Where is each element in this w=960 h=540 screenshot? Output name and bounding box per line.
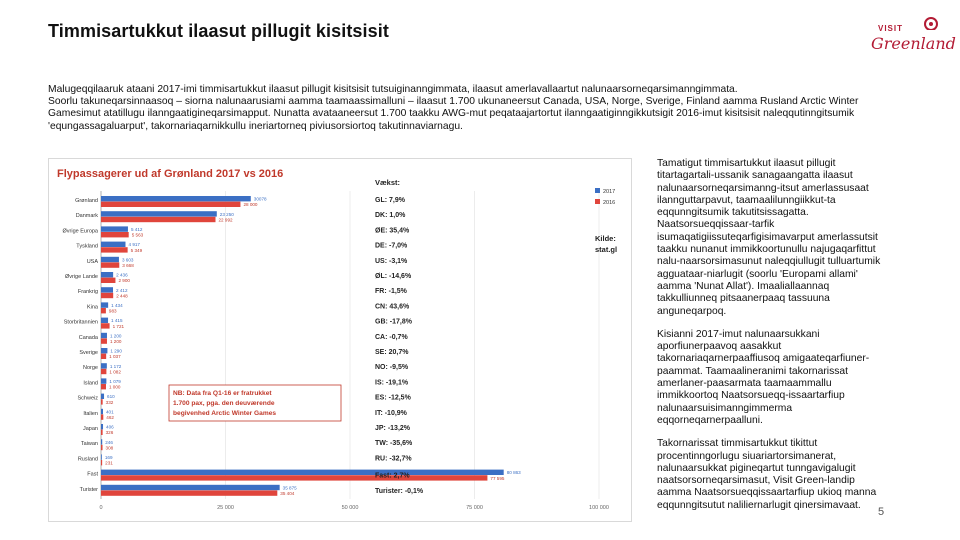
x-tick-label: 25 000 bbox=[217, 505, 234, 511]
growth-label: DK: 1,0% bbox=[375, 212, 406, 220]
value-label-2016: 35 404 bbox=[280, 491, 295, 496]
bar-2016 bbox=[101, 262, 119, 267]
growth-label: JP: -13,2% bbox=[375, 425, 411, 432]
value-label-2017: 1 079 bbox=[109, 379, 121, 384]
growth-label: RU: -32,7% bbox=[375, 455, 412, 463]
growth-label: Fast: 2,7% bbox=[375, 472, 410, 480]
category-label: Tyskland bbox=[76, 243, 98, 250]
bar-2016 bbox=[101, 384, 106, 389]
value-label-2016: 5 563 bbox=[131, 232, 144, 238]
category-label: Øvrige Europa bbox=[62, 228, 98, 235]
category-label: Sverige bbox=[79, 350, 98, 356]
value-label-2016: 5 349 bbox=[130, 247, 143, 253]
value-label-2017: 2 412 bbox=[116, 287, 128, 293]
value-label-2017: 5 412 bbox=[130, 227, 143, 232]
bar-2017 bbox=[101, 454, 102, 459]
growth-label: ØE: 35,4% bbox=[375, 227, 410, 235]
legend-swatch-2016 bbox=[595, 199, 600, 204]
bar-2017 bbox=[101, 318, 108, 323]
growth-label: US: -3,1% bbox=[375, 257, 408, 265]
chart-image bbox=[48, 158, 632, 522]
category-label: Grønland bbox=[75, 198, 98, 204]
growth-label: IT: -10,9% bbox=[375, 409, 407, 417]
growth-label: Turister: -0,1% bbox=[375, 487, 424, 495]
growth-label: ØL: -14,6% bbox=[375, 273, 412, 280]
bar-2016 bbox=[101, 232, 129, 237]
bar-2016 bbox=[101, 399, 103, 404]
bar-2017 bbox=[101, 272, 113, 277]
category-label: USA bbox=[86, 258, 98, 265]
value-label-2017: 3 603 bbox=[121, 257, 134, 263]
bar-2016 bbox=[101, 308, 106, 313]
note-line-2: 1.700 pax, pga. den deuværende bbox=[173, 400, 275, 407]
value-label-2017: 35 875 bbox=[282, 485, 297, 491]
value-label-2016: 1 200 bbox=[109, 339, 122, 344]
bar-2016 bbox=[101, 354, 106, 359]
category-label: Øvrige Lande bbox=[64, 274, 98, 280]
value-label-2017: 610 bbox=[107, 394, 115, 400]
logo-greenland-text: Greenland bbox=[871, 34, 956, 53]
note-line-1: NB: Data fra Q1-16 er fratrukket bbox=[173, 390, 272, 397]
value-label-2017: 406 bbox=[106, 424, 114, 430]
value-label-2016: 22 992 bbox=[218, 217, 233, 223]
right-column-text bbox=[657, 158, 889, 523]
bar-2017 bbox=[101, 424, 103, 429]
bar-2017 bbox=[101, 287, 113, 292]
intro-paragraph-2: Soorlu takuneqarsinnaasoq – siorna nalunaarusiami aamma taamaassimalluni – ilaasut 1.700 ukunaneersut Canada, USA, Norge, Sverige, Finland aamma Rusland Arctic Winter Gamesimut atatillugu ilanngaatigineqarsimapput. Nunatta avataaneersut 1.700 taakku AWG-mut peqataajartortut ilanngaatiginngikkutsigit 2016-imut kisitsisit naleqqutinngitsumik 'equngassagaluarput', takornariaqarnikkullu ineriartorneq piviusorsiortoq takutinnaviarnagu. bbox=[48, 96, 859, 132]
value-label-2017: 401 bbox=[105, 409, 114, 415]
bar-2017 bbox=[101, 363, 107, 368]
bar-2016 bbox=[101, 323, 110, 328]
value-label-2016: 1 037 bbox=[109, 354, 121, 360]
bar-2016 bbox=[101, 460, 102, 465]
bar-2017 bbox=[101, 348, 107, 353]
bar-2017 bbox=[101, 302, 108, 307]
value-label-2016: 462 bbox=[106, 415, 114, 420]
growth-label: TW: -35,6% bbox=[375, 440, 413, 448]
value-label-2017: 1 290 bbox=[110, 348, 122, 354]
right-paragraph-2: Kisianni 2017-imut nalunaarsukkani aporfiunerpaavoq aasakkut takornariaqarnerpaaffiusoq amigaateqarfiuner-paammat. Taamaalineranimi takornarissat amerlaner-paasarmata taamaammallu immikkoortoq Naatsorsueqq-issaartarfiup nalunaarsuisimanngimmerma eqqorneqarnerpaalluni. bbox=[657, 328, 870, 426]
growth-header: Vækst: bbox=[375, 178, 401, 187]
value-label-2016: 2 448 bbox=[116, 293, 128, 299]
bar-2016 bbox=[101, 278, 115, 283]
bar-2016 bbox=[101, 472, 487, 480]
growth-label: CN: 43,6% bbox=[375, 303, 410, 311]
bar-2016 bbox=[101, 369, 106, 374]
category-label: Rusland bbox=[77, 456, 98, 463]
bar-2017 bbox=[101, 242, 125, 247]
value-label-2017: 1 415 bbox=[111, 318, 123, 324]
growth-label: ES: -12,5% bbox=[375, 394, 411, 402]
bar-2017 bbox=[101, 333, 107, 338]
x-tick-label: 100 000 bbox=[589, 505, 609, 511]
growth-label: NO: -9,5% bbox=[375, 364, 409, 372]
value-label-2016: 983 bbox=[108, 308, 117, 314]
value-label-2016: 1 000 bbox=[108, 384, 121, 390]
x-tick-label: 0 bbox=[99, 505, 103, 511]
bar-2016 bbox=[101, 414, 103, 419]
value-label-2016: 3 668 bbox=[122, 263, 134, 268]
category-label: Canada bbox=[78, 334, 98, 341]
bar-2016 bbox=[101, 247, 128, 252]
value-label-2017: 1 172 bbox=[109, 363, 122, 369]
bar-2016 bbox=[101, 338, 107, 343]
value-label-2017: 1 434 bbox=[111, 303, 123, 308]
logo-mark-icon bbox=[920, 16, 942, 30]
growth-label: CA: -0,7% bbox=[375, 333, 408, 341]
category-label: Japan bbox=[83, 426, 98, 432]
x-tick-label: 75 000 bbox=[466, 505, 483, 511]
legend-label-2016: 2016 bbox=[603, 200, 616, 206]
value-label-2016: 28 000 bbox=[243, 202, 258, 208]
chart-title: Flypassagerer ud af Grønland 2017 vs 2016 bbox=[57, 168, 284, 180]
bar-2016 bbox=[101, 202, 240, 207]
bar-2017 bbox=[101, 470, 504, 475]
source-label-line-2: stat.gl bbox=[595, 245, 618, 254]
category-label: Turister bbox=[79, 486, 98, 493]
value-label-2016: 231 bbox=[105, 460, 113, 466]
category-label: Fast bbox=[87, 471, 98, 478]
bar-2017 bbox=[101, 196, 251, 201]
note-line-3: begivenhed Arctic Winter Games bbox=[173, 410, 277, 417]
right-paragraph-1: Tamatigut timmisartukkut ilaasut pillugit titartagartali-ussanik sanagaangatta ilaasut nalunaarsorneqarsimanng-itsut amerlassusaat ilannguttarpavut, taamaalilunngiikkut-ta eqqunngitsumik takutitsissagatta. Naatsorsueqqissaar-tarfik isumaqatigiissuteqarfigisimavarput amerlassutsit taakku nunanut immikkoortunullu najugaqarfittut nalu-naarsorsimasunut naleqqiullugit tulluartumik agguataar-niarlugit (soorlu 'Europami allami' aamma 'Nunat Allat'). Imaaliallaannaq takkulliunneq pitsaanerpaaq tassuuna anguneqarpoq. bbox=[657, 158, 881, 317]
legend-swatch-2017 bbox=[595, 188, 600, 193]
bar-2016 bbox=[101, 490, 277, 495]
value-label-2017: 4 917 bbox=[128, 242, 140, 248]
value-label-2017: 30078 bbox=[253, 196, 267, 202]
category-label: Schweiz bbox=[77, 395, 98, 402]
value-label-2016: 308 bbox=[105, 445, 114, 451]
intro-paragraph-1: Malugeqqilaaruk ataani 2017-imi timmisartukkut ilaasut pillugit kisitsisit tutsuiginanngimmata, ilaasut amerlavallaartut nalunaarsorneqarsimanngimmata. bbox=[48, 84, 738, 95]
bar-2016 bbox=[101, 217, 216, 222]
slide-title: Timmisartukkut ilaasut pillugit kisitsisit bbox=[48, 21, 389, 41]
right-paragraph-3: Takornarissat timmisartukkut tikittut procentinngorlugu siuariartorsimanerat, nalunaarsukkat pigineqartut tunngavigalugit naatsorsorneqarsimasut, Visit Green-landip aamma Naatsorsueqqissaartarfiup ukioq manna eqqunngitsutut naliliernarlugit qinersimavaat. bbox=[657, 438, 877, 511]
category-label: Danmark bbox=[75, 213, 98, 220]
logo-visit-text: VISIT bbox=[878, 24, 904, 33]
value-label-2016: 1 721 bbox=[112, 323, 125, 329]
page-number: 5 bbox=[878, 506, 885, 518]
value-label-2017: 23 250 bbox=[219, 211, 234, 217]
value-label-2016: 332 bbox=[105, 399, 114, 405]
intro-text bbox=[48, 84, 908, 133]
growth-label: GB: -17,8% bbox=[375, 318, 412, 326]
bar-2017 bbox=[101, 211, 217, 216]
bar-2017 bbox=[101, 439, 102, 444]
bar-2017 bbox=[101, 378, 106, 383]
bar-chart bbox=[49, 159, 631, 521]
value-label-2017: 246 bbox=[105, 439, 113, 445]
value-label-2016: 326 bbox=[105, 430, 114, 436]
x-tick-label: 50 000 bbox=[341, 505, 359, 511]
value-label-2017: 169 bbox=[104, 455, 113, 460]
legend-label-2017: 2017 bbox=[603, 189, 616, 195]
bar-2017 bbox=[101, 485, 280, 490]
bar-2017 bbox=[101, 226, 128, 231]
bar-2016 bbox=[101, 293, 113, 298]
value-label-2016: 2 900 bbox=[118, 278, 130, 284]
source-label-line-1: Kilde: bbox=[595, 234, 616, 243]
bar-2017 bbox=[101, 409, 103, 414]
bar-2016 bbox=[101, 445, 103, 450]
bar-2017 bbox=[101, 394, 104, 399]
value-label-2017: 80 863 bbox=[506, 470, 521, 476]
value-label-2016: 1 082 bbox=[109, 369, 121, 375]
visit-greenland-logo bbox=[868, 14, 956, 58]
value-label-2017: 1 200 bbox=[109, 333, 122, 339]
bar-2016 bbox=[101, 430, 103, 435]
value-label-2016: 77 595 bbox=[490, 475, 505, 481]
category-label: Kina bbox=[86, 304, 98, 311]
growth-label: SE: 20,7% bbox=[375, 349, 409, 356]
growth-label: GL: 7,9% bbox=[375, 197, 405, 204]
value-label-2017: 2 436 bbox=[116, 272, 128, 278]
growth-label: FR: -1,5% bbox=[375, 288, 407, 296]
category-label: Taiwan bbox=[80, 441, 98, 448]
category-label: Norge bbox=[83, 365, 98, 372]
bar-2017 bbox=[101, 257, 119, 262]
category-label: Italien bbox=[83, 410, 98, 417]
category-label: Frankrig bbox=[77, 289, 98, 296]
category-label: Island bbox=[83, 380, 98, 387]
growth-label: IS: -19,1% bbox=[375, 379, 409, 387]
growth-label: DE: -7,0% bbox=[375, 242, 408, 250]
category-label: Storbritannien bbox=[63, 319, 98, 326]
